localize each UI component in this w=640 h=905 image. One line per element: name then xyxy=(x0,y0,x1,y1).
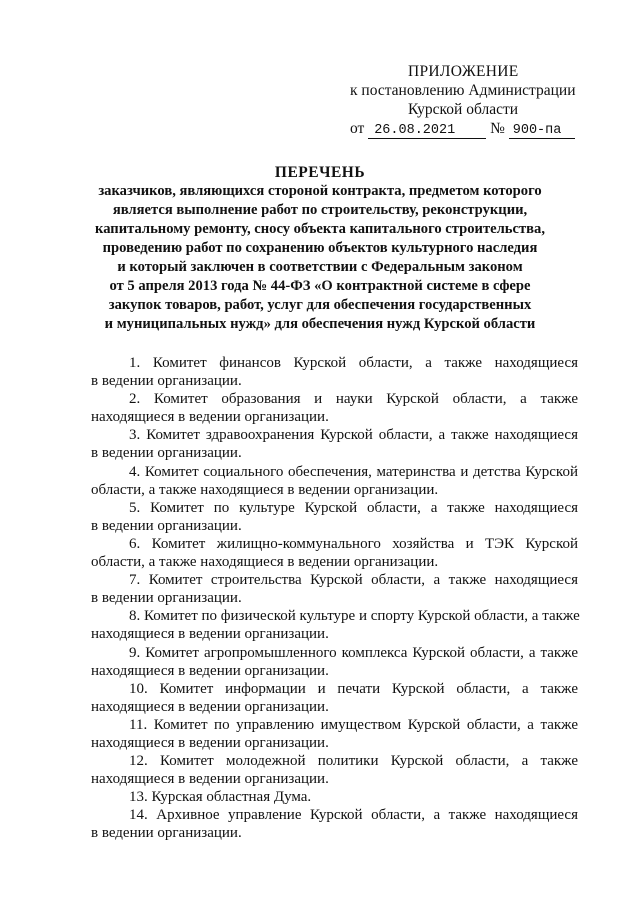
list-item xyxy=(91,463,578,499)
list-item-continuation: в ведении организации. xyxy=(91,517,242,534)
list-item xyxy=(91,644,578,680)
document-title: ПЕРЕЧЕНЬ xyxy=(274,164,366,181)
list-item-text: 10. Комитет информации и печати Курской области, а также xyxy=(129,680,578,697)
resolution-number: 900-па xyxy=(509,123,575,139)
list-item-continuation: находящиеся в ведении организации. xyxy=(91,662,329,679)
list-item xyxy=(91,607,578,643)
resolution-date: 26.08.2021 xyxy=(368,123,486,139)
list-item-continuation: в ведении организации. xyxy=(91,590,242,607)
list-item xyxy=(91,354,578,390)
list-item-text: 11. Комитет по управлению имуществом Курской области, а также xyxy=(129,716,578,733)
list-item-continuation: находящиеся в ведении организации. xyxy=(91,409,329,426)
list-item-continuation: в ведении организации. xyxy=(91,825,242,842)
customer-list xyxy=(91,354,578,843)
list-item xyxy=(91,716,578,752)
list-item-text: 6. Комитет жилищно-коммунального хозяйства и ТЭК Курской xyxy=(129,535,578,552)
subtitle-line: и муниципальных нужд» для обеспечения нужд Курской области xyxy=(104,316,536,332)
list-item-text: 14. Архивное управление Курской области, а также находящиеся xyxy=(129,807,578,824)
subtitle-line: капитальному ремонту, сносу объекта капитального строительства, xyxy=(95,221,545,237)
list-item xyxy=(91,390,578,426)
list-item-continuation: в ведении организации. xyxy=(91,373,242,390)
appendix-header xyxy=(330,62,600,139)
list-item-text: 2. Комитет образования и науки Курской области, а также xyxy=(129,391,578,408)
subtitle-line: является выполнение работ по строительству, реконструкции, xyxy=(112,202,528,218)
list-item xyxy=(91,535,578,571)
list-item xyxy=(91,788,578,806)
subtitle-line: и который заключен в соответствии с Федеральным законом xyxy=(117,259,523,275)
list-item-text: 12. Комитет молодежной политики Курской области, а также xyxy=(129,753,578,770)
appendix-region-line: Курской области xyxy=(408,101,519,118)
list-item-continuation: области, а также находящиеся в ведении организации. xyxy=(91,554,439,571)
list-item-text: 8. Комитет по физической культуре и спорту Курской области, а также xyxy=(129,608,580,625)
list-item xyxy=(91,571,578,607)
list-item xyxy=(91,752,578,788)
list-item-continuation: находящиеся в ведении организации. xyxy=(91,771,329,788)
list-item-continuation: находящиеся в ведении организации. xyxy=(91,698,329,715)
number-prefix: № xyxy=(490,120,505,137)
from-prefix: от xyxy=(350,120,365,137)
list-item-text: 3. Комитет здравоохранения Курской области, а также находящиеся xyxy=(129,427,578,444)
list-item-continuation: в ведении организации. xyxy=(91,445,242,462)
list-item-continuation: находящиеся в ведении организации. xyxy=(91,734,329,751)
appendix-resolution-line: к постановлению Администрации xyxy=(350,82,576,99)
list-item-continuation: области, а также находящиеся в ведении организации. xyxy=(91,481,439,498)
list-item-text: 7. Комитет строительства Курской области, а также находящиеся xyxy=(129,572,578,589)
list-item-text: 13. Курская областная Дума. xyxy=(129,789,312,806)
list-item xyxy=(91,426,578,462)
list-item-text: 9. Комитет агропромышленного комплекса Курской области, а также xyxy=(129,644,578,661)
document-subtitle xyxy=(60,182,580,334)
subtitle-line: от 5 апреля 2013 года № 44-ФЗ «О контрактной системе в сфере xyxy=(109,278,531,294)
list-item-text: 4. Комитет социального обеспечения, материнства и детства Курской xyxy=(129,463,578,480)
list-item xyxy=(91,806,578,842)
subtitle-line: проведению работ по сохранению объектов культурного наследия xyxy=(102,240,538,256)
appendix-label: ПРИЛОЖЕНИЕ xyxy=(408,63,519,80)
list-item-text: 1. Комитет финансов Курской области, а также находящиеся xyxy=(129,355,578,371)
list-item xyxy=(91,499,578,535)
subtitle-line: закупок товаров, работ, услуг для обеспечения государственных xyxy=(108,297,532,313)
appendix-date-number-line xyxy=(330,119,600,139)
list-item xyxy=(91,680,578,716)
subtitle-line: заказчиков, являющихся стороной контракта, предметом которого xyxy=(98,183,542,199)
list-item-continuation: находящиеся в ведении организации. xyxy=(91,626,329,643)
list-item-text: 5. Комитет по культуре Курской области, а также находящиеся xyxy=(129,499,578,516)
